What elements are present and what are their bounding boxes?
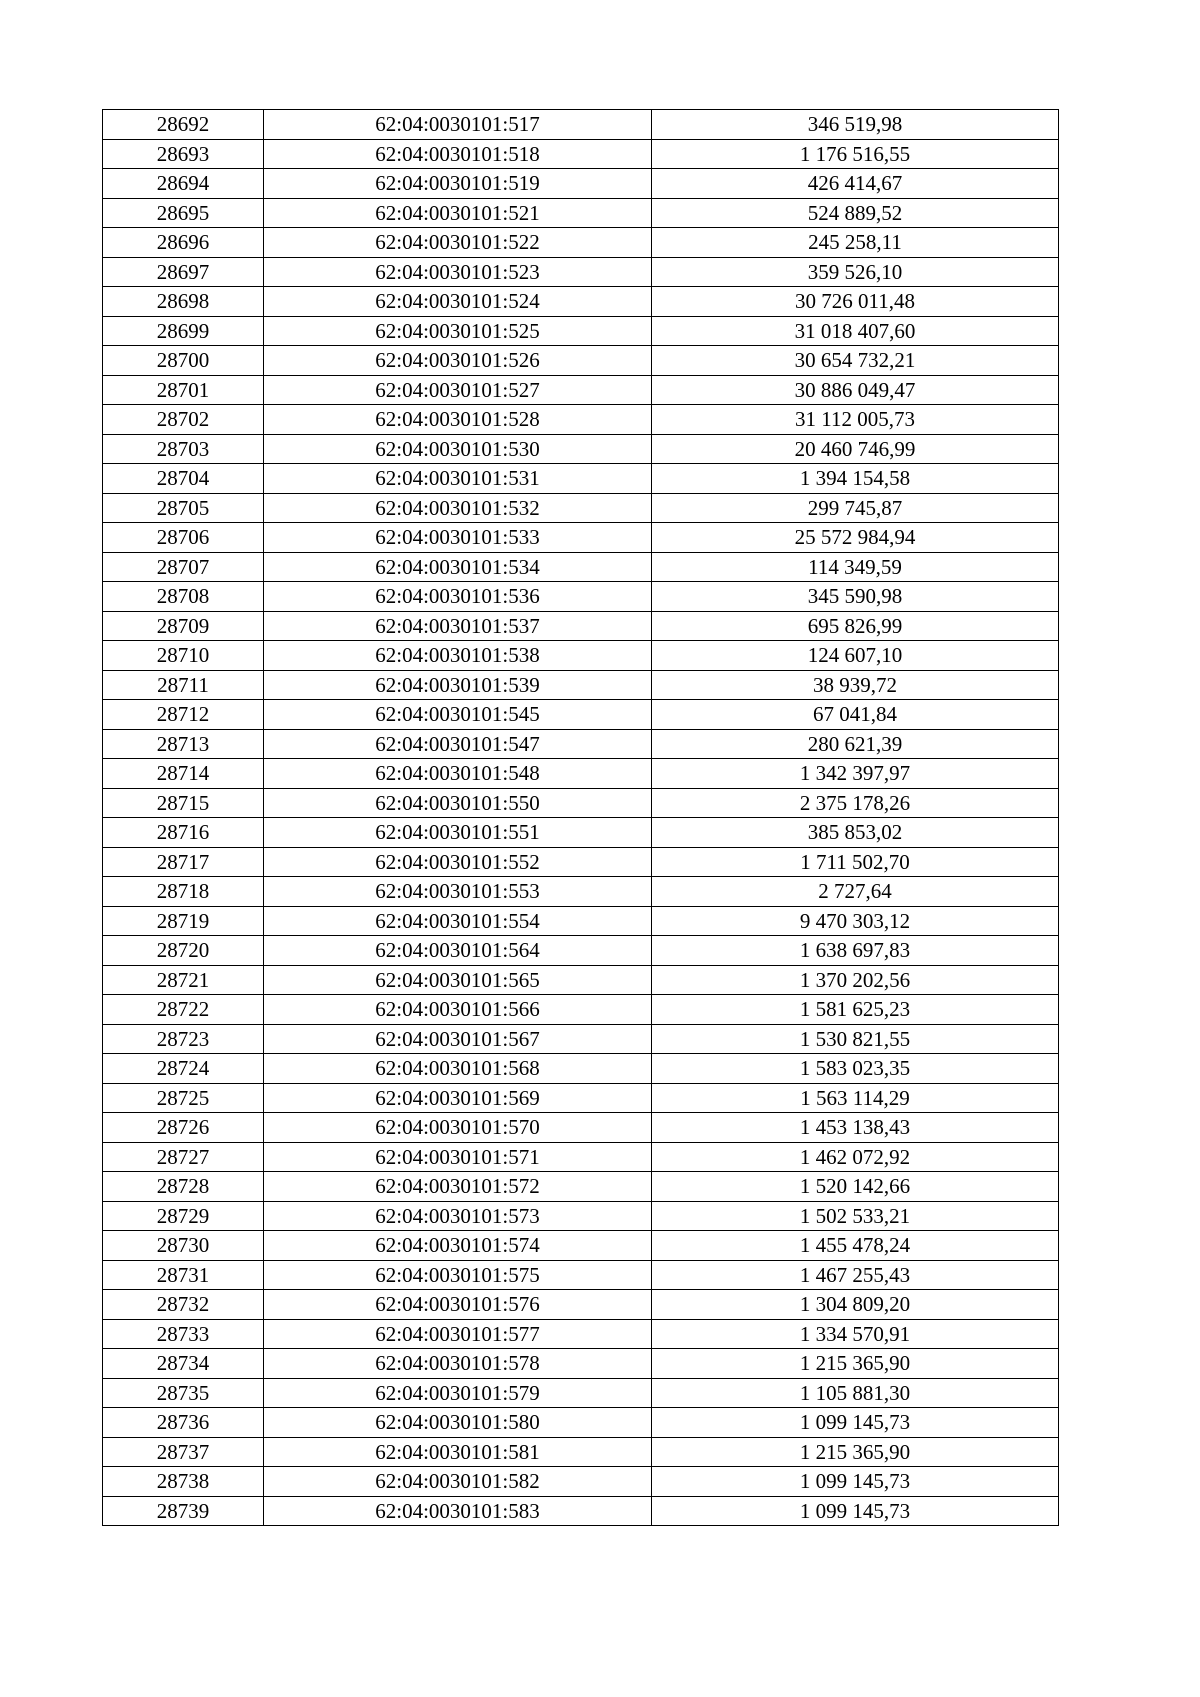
table-row <box>103 257 1059 287</box>
cadastral-number-cell: 62:04:0030101:526 <box>264 346 652 376</box>
table-body <box>103 110 1059 1526</box>
table-row <box>103 641 1059 671</box>
row-number-cell: 28736 <box>103 1408 264 1438</box>
table-row <box>103 198 1059 228</box>
value-cell: 1 520 142,66 <box>652 1172 1059 1202</box>
table-row <box>103 936 1059 966</box>
cadastral-number-cell: 62:04:0030101:576 <box>264 1290 652 1320</box>
row-number-cell: 28724 <box>103 1054 264 1084</box>
row-number-cell: 28721 <box>103 965 264 995</box>
row-number-cell: 28731 <box>103 1260 264 1290</box>
row-number-cell: 28698 <box>103 287 264 317</box>
value-cell: 9 470 303,12 <box>652 906 1059 936</box>
cadastral-number-cell: 62:04:0030101:525 <box>264 316 652 346</box>
cadastral-number-cell: 62:04:0030101:538 <box>264 641 652 671</box>
row-number-cell: 28703 <box>103 434 264 464</box>
row-number-cell: 28730 <box>103 1231 264 1261</box>
value-cell: 1 462 072,92 <box>652 1142 1059 1172</box>
value-cell: 1 581 625,23 <box>652 995 1059 1025</box>
row-number-cell: 28732 <box>103 1290 264 1320</box>
value-cell: 1 099 145,73 <box>652 1467 1059 1497</box>
value-cell: 1 215 365,90 <box>652 1349 1059 1379</box>
value-cell: 359 526,10 <box>652 257 1059 287</box>
value-cell: 20 460 746,99 <box>652 434 1059 464</box>
table-row <box>103 1378 1059 1408</box>
value-cell: 1 453 138,43 <box>652 1113 1059 1143</box>
row-number-cell: 28702 <box>103 405 264 435</box>
cadastral-number-cell: 62:04:0030101:527 <box>264 375 652 405</box>
cadastral-number-cell: 62:04:0030101:568 <box>264 1054 652 1084</box>
cadastral-number-cell: 62:04:0030101:575 <box>264 1260 652 1290</box>
table-row <box>103 552 1059 582</box>
cadastral-number-cell: 62:04:0030101:545 <box>264 700 652 730</box>
table-row <box>103 965 1059 995</box>
cadastral-number-cell: 62:04:0030101:566 <box>264 995 652 1025</box>
value-cell: 38 939,72 <box>652 670 1059 700</box>
cadastral-number-cell: 62:04:0030101:521 <box>264 198 652 228</box>
value-cell: 67 041,84 <box>652 700 1059 730</box>
row-number-cell: 28727 <box>103 1142 264 1172</box>
value-cell: 1 711 502,70 <box>652 847 1059 877</box>
cadastral-number-cell: 62:04:0030101:554 <box>264 906 652 936</box>
cadastral-number-cell: 62:04:0030101:539 <box>264 670 652 700</box>
table-row <box>103 1024 1059 1054</box>
value-cell: 30 726 011,48 <box>652 287 1059 317</box>
value-cell: 1 530 821,55 <box>652 1024 1059 1054</box>
cadastral-number-cell: 62:04:0030101:570 <box>264 1113 652 1143</box>
value-cell: 385 853,02 <box>652 818 1059 848</box>
table-row <box>103 228 1059 258</box>
row-number-cell: 28700 <box>103 346 264 376</box>
cadastral-number-cell: 62:04:0030101:536 <box>264 582 652 612</box>
cadastral-number-cell: 62:04:0030101:582 <box>264 1467 652 1497</box>
table-row <box>103 877 1059 907</box>
value-cell: 25 572 984,94 <box>652 523 1059 553</box>
value-cell: 2 375 178,26 <box>652 788 1059 818</box>
cadastral-number-cell: 62:04:0030101:518 <box>264 139 652 169</box>
value-cell: 1 099 145,73 <box>652 1408 1059 1438</box>
table-row <box>103 1201 1059 1231</box>
table-row <box>103 995 1059 1025</box>
row-number-cell: 28693 <box>103 139 264 169</box>
value-cell: 1 455 478,24 <box>652 1231 1059 1261</box>
table-row <box>103 759 1059 789</box>
table-row <box>103 847 1059 877</box>
row-number-cell: 28733 <box>103 1319 264 1349</box>
cadastral-number-cell: 62:04:0030101:530 <box>264 434 652 464</box>
table-row <box>103 493 1059 523</box>
table-row <box>103 169 1059 199</box>
table-row <box>103 700 1059 730</box>
table-row <box>103 405 1059 435</box>
row-number-cell: 28692 <box>103 110 264 140</box>
value-cell: 524 889,52 <box>652 198 1059 228</box>
value-cell: 2 727,64 <box>652 877 1059 907</box>
row-number-cell: 28714 <box>103 759 264 789</box>
row-number-cell: 28706 <box>103 523 264 553</box>
value-cell: 346 519,98 <box>652 110 1059 140</box>
cadastral-number-cell: 62:04:0030101:519 <box>264 169 652 199</box>
value-cell: 30 654 732,21 <box>652 346 1059 376</box>
cadastral-number-cell: 62:04:0030101:574 <box>264 1231 652 1261</box>
cadastral-number-cell: 62:04:0030101:578 <box>264 1349 652 1379</box>
value-cell: 1 342 397,97 <box>652 759 1059 789</box>
table-row <box>103 1467 1059 1497</box>
table-row <box>103 818 1059 848</box>
row-number-cell: 28711 <box>103 670 264 700</box>
row-number-cell: 28697 <box>103 257 264 287</box>
table-row <box>103 1349 1059 1379</box>
table-row <box>103 1437 1059 1467</box>
value-cell: 1 176 516,55 <box>652 139 1059 169</box>
cadastral-number-cell: 62:04:0030101:552 <box>264 847 652 877</box>
row-number-cell: 28739 <box>103 1496 264 1526</box>
table-row <box>103 316 1059 346</box>
row-number-cell: 28737 <box>103 1437 264 1467</box>
row-number-cell: 28716 <box>103 818 264 848</box>
row-number-cell: 28713 <box>103 729 264 759</box>
value-cell: 1 467 255,43 <box>652 1260 1059 1290</box>
cadastral-number-cell: 62:04:0030101:565 <box>264 965 652 995</box>
row-number-cell: 28696 <box>103 228 264 258</box>
table-row <box>103 1290 1059 1320</box>
cadastral-number-cell: 62:04:0030101:569 <box>264 1083 652 1113</box>
cadastral-number-cell: 62:04:0030101:579 <box>264 1378 652 1408</box>
cadastral-number-cell: 62:04:0030101:533 <box>264 523 652 553</box>
cadastral-number-cell: 62:04:0030101:567 <box>264 1024 652 1054</box>
table-row <box>103 287 1059 317</box>
row-number-cell: 28715 <box>103 788 264 818</box>
row-number-cell: 28708 <box>103 582 264 612</box>
row-number-cell: 28695 <box>103 198 264 228</box>
table-row <box>103 906 1059 936</box>
value-cell: 1 502 533,21 <box>652 1201 1059 1231</box>
row-number-cell: 28728 <box>103 1172 264 1202</box>
row-number-cell: 28717 <box>103 847 264 877</box>
cadastral-number-cell: 62:04:0030101:547 <box>264 729 652 759</box>
table-row <box>103 1319 1059 1349</box>
cadastral-number-cell: 62:04:0030101:573 <box>264 1201 652 1231</box>
value-cell: 31 018 407,60 <box>652 316 1059 346</box>
row-number-cell: 28734 <box>103 1349 264 1379</box>
cadastral-number-cell: 62:04:0030101:581 <box>264 1437 652 1467</box>
cadastral-number-cell: 62:04:0030101:537 <box>264 611 652 641</box>
row-number-cell: 28712 <box>103 700 264 730</box>
cadastral-value-table <box>102 109 1059 1526</box>
cadastral-number-cell: 62:04:0030101:548 <box>264 759 652 789</box>
value-cell: 30 886 049,47 <box>652 375 1059 405</box>
table-row <box>103 375 1059 405</box>
row-number-cell: 28699 <box>103 316 264 346</box>
row-number-cell: 28722 <box>103 995 264 1025</box>
value-cell: 1 105 881,30 <box>652 1378 1059 1408</box>
cadastral-number-cell: 62:04:0030101:551 <box>264 818 652 848</box>
value-cell: 1 099 145,73 <box>652 1496 1059 1526</box>
cadastral-number-cell: 62:04:0030101:523 <box>264 257 652 287</box>
table-row <box>103 464 1059 494</box>
value-cell: 1 215 365,90 <box>652 1437 1059 1467</box>
table-row <box>103 788 1059 818</box>
value-cell: 280 621,39 <box>652 729 1059 759</box>
row-number-cell: 28723 <box>103 1024 264 1054</box>
row-number-cell: 28718 <box>103 877 264 907</box>
row-number-cell: 28726 <box>103 1113 264 1143</box>
cadastral-number-cell: 62:04:0030101:534 <box>264 552 652 582</box>
value-cell: 1 563 114,29 <box>652 1083 1059 1113</box>
table-row <box>103 1496 1059 1526</box>
table-row <box>103 582 1059 612</box>
table-row <box>103 611 1059 641</box>
row-number-cell: 28704 <box>103 464 264 494</box>
cadastral-number-cell: 62:04:0030101:571 <box>264 1142 652 1172</box>
value-cell: 299 745,87 <box>652 493 1059 523</box>
table-row <box>103 523 1059 553</box>
row-number-cell: 28709 <box>103 611 264 641</box>
table-row <box>103 1054 1059 1084</box>
value-cell: 1 370 202,56 <box>652 965 1059 995</box>
value-cell: 426 414,67 <box>652 169 1059 199</box>
row-number-cell: 28725 <box>103 1083 264 1113</box>
value-cell: 695 826,99 <box>652 611 1059 641</box>
row-number-cell: 28735 <box>103 1378 264 1408</box>
table-row <box>103 139 1059 169</box>
value-cell: 124 607,10 <box>652 641 1059 671</box>
table-row <box>103 1172 1059 1202</box>
value-cell: 1 638 697,83 <box>652 936 1059 966</box>
table-row <box>103 1113 1059 1143</box>
table-row <box>103 1142 1059 1172</box>
value-cell: 31 112 005,73 <box>652 405 1059 435</box>
cadastral-number-cell: 62:04:0030101:522 <box>264 228 652 258</box>
cadastral-number-cell: 62:04:0030101:564 <box>264 936 652 966</box>
table-row <box>103 110 1059 140</box>
table-row <box>103 1260 1059 1290</box>
cadastral-number-cell: 62:04:0030101:528 <box>264 405 652 435</box>
cadastral-number-cell: 62:04:0030101:583 <box>264 1496 652 1526</box>
table-row <box>103 729 1059 759</box>
cadastral-number-cell: 62:04:0030101:550 <box>264 788 652 818</box>
row-number-cell: 28707 <box>103 552 264 582</box>
row-number-cell: 28720 <box>103 936 264 966</box>
value-cell: 1 583 023,35 <box>652 1054 1059 1084</box>
value-cell: 1 304 809,20 <box>652 1290 1059 1320</box>
value-cell: 1 394 154,58 <box>652 464 1059 494</box>
cadastral-number-cell: 62:04:0030101:572 <box>264 1172 652 1202</box>
value-cell: 345 590,98 <box>652 582 1059 612</box>
cadastral-number-cell: 62:04:0030101:553 <box>264 877 652 907</box>
table-row <box>103 346 1059 376</box>
table-row <box>103 670 1059 700</box>
cadastral-number-cell: 62:04:0030101:531 <box>264 464 652 494</box>
row-number-cell: 28694 <box>103 169 264 199</box>
cadastral-number-cell: 62:04:0030101:577 <box>264 1319 652 1349</box>
value-cell: 114 349,59 <box>652 552 1059 582</box>
cadastral-number-cell: 62:04:0030101:532 <box>264 493 652 523</box>
value-cell: 1 334 570,91 <box>652 1319 1059 1349</box>
table-row <box>103 434 1059 464</box>
table-row <box>103 1408 1059 1438</box>
value-cell: 245 258,11 <box>652 228 1059 258</box>
cadastral-number-cell: 62:04:0030101:580 <box>264 1408 652 1438</box>
row-number-cell: 28710 <box>103 641 264 671</box>
row-number-cell: 28705 <box>103 493 264 523</box>
cadastral-number-cell: 62:04:0030101:517 <box>264 110 652 140</box>
row-number-cell: 28729 <box>103 1201 264 1231</box>
row-number-cell: 28738 <box>103 1467 264 1497</box>
row-number-cell: 28719 <box>103 906 264 936</box>
row-number-cell: 28701 <box>103 375 264 405</box>
cadastral-number-cell: 62:04:0030101:524 <box>264 287 652 317</box>
table-row <box>103 1083 1059 1113</box>
table-row <box>103 1231 1059 1261</box>
